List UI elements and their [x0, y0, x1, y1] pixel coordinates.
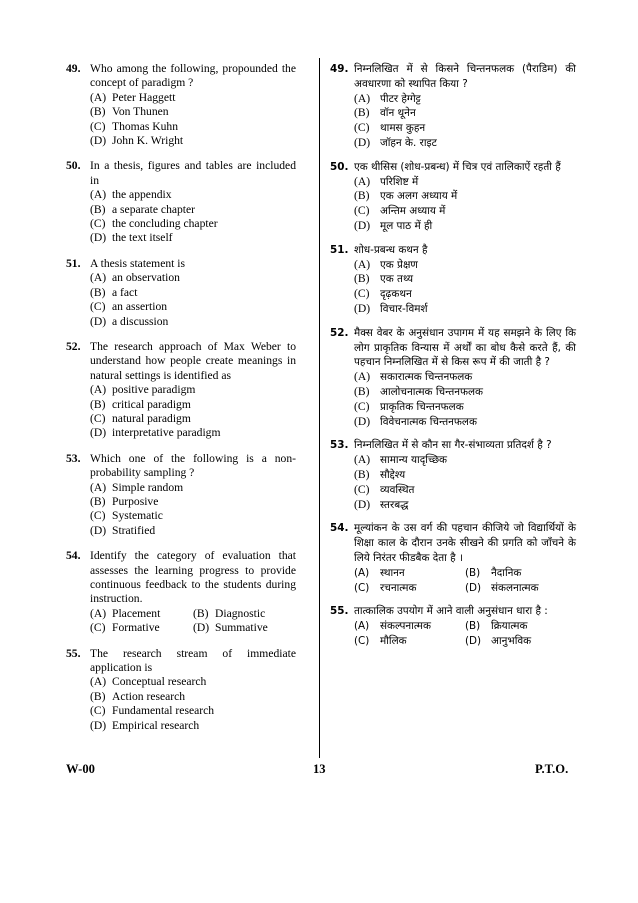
question-stem: The research approach of Max Weber to understand how people create meanings in natural settings is identified as [90, 339, 296, 382]
option-label: (D) [193, 621, 210, 635]
option-label: (D) [354, 135, 371, 149]
option [354, 498, 576, 513]
option [354, 189, 576, 204]
option-text: व्यवस्थित [380, 483, 415, 496]
option [90, 315, 296, 329]
option [90, 271, 296, 285]
option [354, 92, 576, 107]
question-number: 53. [66, 451, 81, 465]
option-text: स्थानन [380, 566, 405, 579]
option-text: natural paradigm [112, 411, 191, 425]
option-text: Fundamental research [112, 704, 215, 718]
option-text: प्राकृतिक चिन्तनफलक [380, 400, 464, 413]
option [90, 704, 296, 718]
option [90, 286, 296, 300]
option-label: (C) [90, 411, 106, 425]
option-text: विवेचनात्मक चिन्तनफलक [380, 415, 477, 428]
option [90, 91, 296, 105]
option-text: मूल पाठ में ही [380, 219, 433, 232]
option-text: John K. Wright [112, 134, 184, 148]
option-label: (A) [90, 480, 107, 494]
question-number: 50. [66, 159, 81, 173]
option-label: (A) [354, 453, 371, 467]
option-text: critical paradigm [112, 397, 191, 411]
option-text: interpretative paradigm [112, 426, 221, 440]
question-number: 51. [330, 243, 349, 256]
option-label: (B) [465, 620, 481, 633]
option-row [354, 634, 576, 649]
option-row [90, 607, 296, 621]
question-item [66, 159, 296, 245]
option [354, 483, 576, 498]
question-item [66, 62, 296, 148]
option [354, 106, 576, 121]
option-label: (C) [354, 121, 370, 135]
option-text: दृढ़कथन [380, 288, 412, 301]
option [354, 634, 465, 649]
option [90, 134, 296, 148]
question-stem: The research stream of immediate application is [90, 646, 296, 675]
question-item [66, 257, 296, 329]
option-text: विचार-विमर्श [380, 302, 428, 315]
option-label: (A) [354, 620, 370, 633]
option-label: (C) [90, 300, 106, 314]
question-number: 52. [330, 326, 349, 339]
option [90, 231, 296, 245]
question-number: 54. [66, 549, 81, 563]
question-number: 52. [66, 339, 81, 353]
option-text: स्तरबद्ध [380, 498, 409, 511]
option [354, 468, 576, 483]
question-item [330, 438, 576, 512]
question-number: 53. [330, 439, 349, 452]
option-row [354, 619, 576, 634]
option-label: (A) [354, 91, 371, 105]
option [354, 415, 576, 430]
option-label: (B) [354, 467, 370, 481]
question-stem: Who among the following, propounded the concept of paradigm ? [90, 62, 296, 90]
option [354, 581, 465, 596]
option-text: the concluding chapter [112, 217, 218, 231]
question-stem: तात्कालिक उपयोग में आने वाली अनुसंधान धारा है : [354, 605, 548, 618]
question-item [330, 326, 576, 430]
option [90, 690, 296, 704]
option-text: positive paradigm [112, 383, 196, 397]
option-label: (D) [354, 218, 371, 232]
option-label: (B) [90, 397, 106, 411]
question-item [330, 62, 576, 151]
option-text: थामस कुहन [380, 122, 426, 135]
option [90, 398, 296, 412]
question-number: 51. [66, 256, 81, 270]
option [354, 566, 465, 581]
option-text: एक तथ्य [380, 273, 413, 286]
option-text: आलोचनात्मक चिन्तनफलक [380, 385, 484, 398]
option [354, 385, 576, 400]
option-text: एक अलग अध्याय में [380, 190, 458, 203]
question-item [66, 647, 296, 733]
option-text: अन्तिम अध्याय में [380, 205, 446, 218]
question-stem: एक थीसिस (शोध-प्रबन्ध) में चित्र एवं तालिकाऐं रहती हैं [354, 160, 561, 173]
option-label: (C) [354, 482, 370, 496]
column-divider [319, 58, 320, 758]
option [465, 581, 576, 596]
option [90, 105, 296, 119]
option [90, 675, 296, 689]
option-text: जॉहन के. राइट [380, 136, 437, 149]
question-stem: Identify the category of evaluation that assesses the learning progress to provide continuous feedback to the students during instruction. [90, 549, 296, 606]
option-text: Action research [112, 689, 186, 703]
option [354, 204, 576, 219]
option-label: (A) [354, 174, 371, 188]
option-label: (D) [90, 523, 107, 537]
question-number: 50. [330, 160, 349, 173]
option-text: Conceptual research [112, 675, 207, 689]
option-label: (A) [354, 566, 370, 579]
option-text: the appendix [112, 188, 172, 202]
question-stem: Which one of the following is a non-probability sampling ? [90, 451, 296, 480]
option [354, 219, 576, 234]
option [354, 287, 576, 302]
option-label: (C) [90, 509, 106, 523]
option-label: (C) [354, 287, 370, 301]
option-label: (A) [90, 383, 107, 397]
option-label: (B) [354, 384, 370, 398]
english-column [66, 62, 296, 744]
option-label: (D) [90, 426, 107, 440]
option-text: Systematic [112, 509, 163, 523]
option-text: सौद्देश्य [380, 468, 406, 481]
option-text: रचनात्मक [380, 581, 417, 594]
option [193, 621, 296, 635]
option-label: (B) [193, 606, 209, 620]
option-text: an observation [112, 271, 180, 285]
option [90, 120, 296, 134]
question-item [330, 604, 576, 648]
option-text: परिशिष्ट में [380, 175, 419, 188]
question-stem: मूल्यांकन के उस वर्ग की पहचान कीजिये जो विद्यार्थियों के शिक्षा काल के दौरान उनके सीखने की प्रगति को जाँचने के लिये निरंतर फीडबैक देता है । [354, 522, 576, 564]
option [354, 400, 576, 415]
option [354, 619, 465, 634]
option-text: एक प्रेक्षण [380, 258, 418, 271]
option-label: (B) [90, 105, 106, 119]
question-item [330, 243, 576, 317]
option [465, 634, 576, 649]
option-label: (B) [465, 566, 481, 579]
question-item [66, 452, 296, 538]
option-label: (C) [90, 119, 106, 133]
option-text: Simple random [112, 480, 184, 494]
option-text: नैदानिक [491, 566, 522, 579]
option-label: (D) [90, 134, 107, 148]
option [465, 566, 576, 581]
option-text: Peter Haggett [112, 90, 176, 104]
option-row [90, 621, 296, 635]
question-stem: मैक्स वेबर के अनुसंधान उपागम में यह समझने के लिए कि लोग प्राकृतिक विन्यास में अर्थों का बोध कैसे करते हैं, की पहचान निम्नलिखित में से किस रूप में की जाती है ? [354, 326, 576, 369]
option [90, 412, 296, 426]
option [90, 203, 296, 217]
please-turn-over: P.T.O. [535, 762, 569, 776]
option-label: (A) [354, 370, 371, 384]
option [354, 175, 576, 190]
option-label: (B) [354, 272, 370, 286]
question-item [66, 549, 296, 635]
question-item [66, 340, 296, 441]
option-row [354, 566, 576, 581]
question-stem: A thesis statement is [90, 256, 185, 270]
question-number: 49. [330, 63, 349, 75]
option-label: (C) [90, 704, 106, 718]
option-text: Summative [215, 621, 268, 635]
option [90, 217, 296, 231]
option [90, 607, 193, 621]
option-label: (A) [90, 90, 107, 104]
option-text: Empirical research [112, 718, 200, 732]
option [90, 621, 193, 635]
question-item [330, 521, 576, 595]
option-text: क्रियात्मक [491, 620, 528, 633]
option-text: Stratified [112, 523, 156, 537]
option-label: (D) [354, 301, 371, 315]
option [354, 272, 576, 287]
question-number: 55. [330, 605, 349, 618]
option-label: (D) [354, 497, 371, 511]
option-text: Diagnostic [215, 606, 266, 620]
option-text: सकारात्मक चिन्तनफलक [380, 371, 473, 384]
option-text: संकल्पनात्मक [380, 620, 431, 633]
option [90, 509, 296, 523]
question-number: 49. [66, 62, 81, 75]
option-text: a discussion [112, 314, 169, 328]
option-label: (C) [354, 581, 370, 594]
option-label: (B) [90, 202, 106, 216]
option [193, 607, 296, 621]
question-number: 54. [330, 522, 349, 535]
option-text: आनुभविक [491, 634, 532, 647]
hindi-column [330, 62, 576, 658]
question-item [330, 160, 576, 234]
option-label: (B) [90, 689, 106, 703]
option-text: संकलनात्मक [491, 581, 539, 594]
option-label: (D) [90, 314, 107, 328]
option-label: (D) [465, 634, 482, 647]
option [90, 495, 296, 509]
option-text: Von Thunen [112, 105, 169, 119]
option [90, 300, 296, 314]
option-label: (B) [354, 106, 370, 120]
option-text: a fact [112, 285, 138, 299]
option-label: (C) [90, 621, 106, 635]
option-text: पीटर हेग्गेट्ट [380, 92, 421, 105]
option-text: सामान्य यादृच्छिक [380, 454, 448, 467]
option-label: (D) [354, 414, 371, 428]
option [354, 136, 576, 151]
option-label: (C) [90, 217, 106, 231]
option [90, 383, 296, 397]
option [354, 370, 576, 385]
option [90, 426, 296, 440]
option-row [354, 581, 576, 596]
option-label: (C) [354, 204, 370, 218]
option-label: (B) [354, 189, 370, 203]
option-text: a separate chapter [112, 202, 196, 216]
option-text: Placement [112, 606, 161, 620]
option [90, 188, 296, 202]
question-stem: In a thesis, figures and tables are included in [90, 159, 296, 187]
question-stem: निम्नलिखित में से कौन सा गैर-संभाव्यता प्रतिदर्श है ? [354, 439, 552, 452]
option-text: मौलिक [380, 634, 407, 647]
option [90, 481, 296, 495]
option-text: Purposive [112, 494, 159, 508]
option-text: Formative [112, 621, 160, 635]
option-label: (B) [90, 285, 106, 299]
option-text: an assertion [112, 300, 168, 314]
option [354, 258, 576, 273]
option-label: (C) [354, 399, 370, 413]
option [90, 524, 296, 538]
option-label: (B) [90, 494, 106, 508]
option-label: (A) [90, 606, 107, 620]
option-label: (D) [465, 581, 482, 594]
option [90, 719, 296, 733]
option-label: (C) [354, 634, 370, 647]
option-label: (A) [354, 257, 371, 271]
option-label: (A) [90, 188, 107, 202]
option-label: (A) [90, 271, 107, 285]
option-label: (D) [90, 231, 107, 245]
question-stem: निम्नलिखित में से किसने चिन्तनफलक (पैराडिम) की अवधारणा को स्थापित किया ? [354, 63, 576, 90]
option [354, 453, 576, 468]
question-stem: शोध-प्रबन्ध कथन है [354, 243, 428, 256]
option-text: वॉन थूनेन [380, 107, 416, 120]
option [354, 302, 576, 317]
option [354, 121, 576, 136]
page-number: 13 [313, 762, 326, 776]
option-text: the text itself [112, 231, 173, 245]
option-label: (A) [90, 675, 107, 689]
question-number: 55. [66, 646, 81, 660]
paper-code: W-00 [66, 762, 95, 776]
option [465, 619, 576, 634]
option-label: (D) [90, 718, 107, 732]
option-text: Thomas Kuhn [112, 119, 179, 133]
